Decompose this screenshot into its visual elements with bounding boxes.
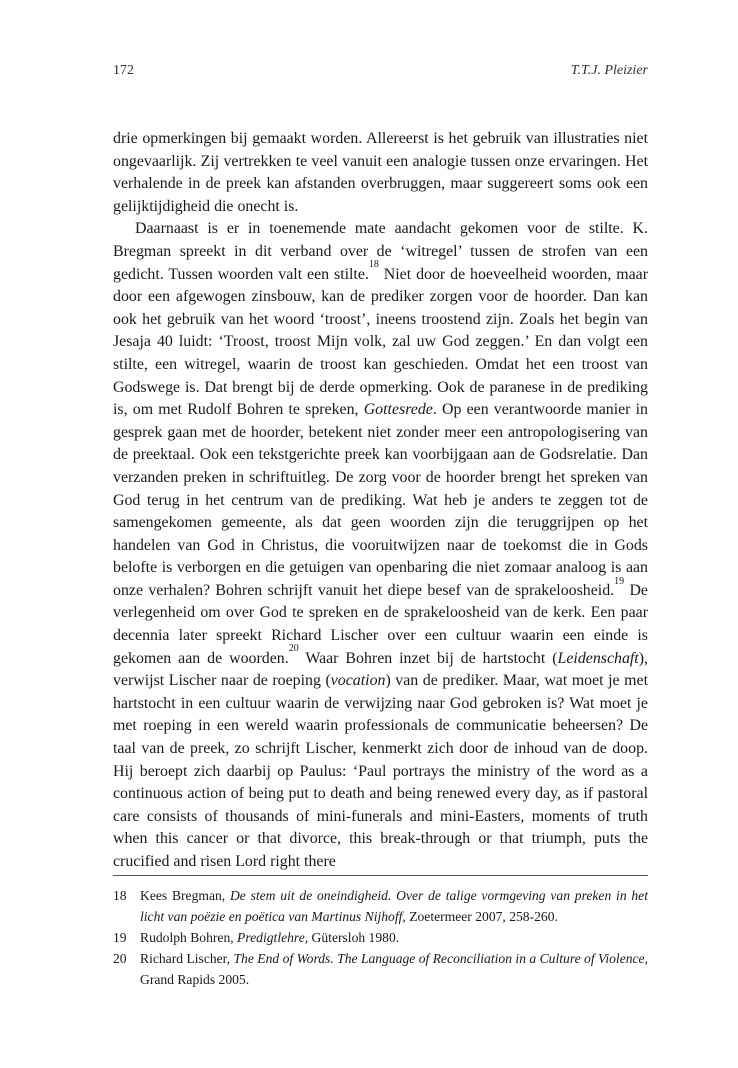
footnote-text xyxy=(140,927,648,948)
footnote-author: Kees Bregman, xyxy=(140,888,230,903)
footnote-title: The End of Words. The Language of Reconciliation in a Culture of Violence xyxy=(233,951,645,966)
text-run: De verlegenheid om over God te spreken en de sprakeloosheid van de kerk. Een paar decennia later spreekt Richard Lischer over een cultuur waarin een einde is gekomen aan de woorden. xyxy=(113,581,648,667)
footnote-author: Richard Lischer, xyxy=(140,951,234,966)
footnote-title: De stem uit de oneindigheid. Over de talige vormgeving van preken in het licht van poëzie en poëtica van Martinus Nijhoff xyxy=(140,888,648,924)
footnote-number: 19 xyxy=(113,930,127,945)
footnote-divider xyxy=(113,875,648,876)
running-head: T.T.J. Pleizier xyxy=(570,63,648,78)
text-run: Waar Bohren inzet bij de hartstocht ( xyxy=(298,649,558,667)
text-run: Daarnaast is er in toenemende mate aandacht gekomen voor de stilte. K. Bregman spreekt in dit verband over de ‘witregel’ tussen de strofen van een gedicht. Tussen woorden valt een stilte. xyxy=(113,220,648,283)
text-run: . Op een verantwoorde manier in gesprek gaan met de hoorder, betekent niet zonder meer een antropologisering van de preektaal. Ook een tekstgerichte preek kan voorbijgaan aan de Godsrelatie. Dan verzanden preken in schriftuitleg. De zorg voor de hoorder brengt het spreken van God terug in het centrum van de prediking. Wat heb je anders te zeggen tot de samengekomen gemeente, als dat geen woorden zijn die teruggrijpen op het handelen van God in Christus, die vooruitwijzen naar de toekomst die in Gods belofte is verborgen en die getuigen van openbaring die niet zomaar analoog is aan onze verhalen? Bohren schrijft vanuit het diepe besef van de sprakeloosheid. xyxy=(113,401,648,599)
footnote-text xyxy=(140,885,648,927)
body-text xyxy=(113,128,648,874)
text-run: ) van de prediker. Maar, wat moet je met hartstocht in een cultuur waarin de verwijzing naar God gebroken is? Wat moet je met roeping in een wereld waarin professionals de communicatie beheersen? De taal van de preek, zo schrijft Lischer, kenmerkt zich door de inhoud van de doop. Hij beroept zich daarbij op Paulus: ‘Paul portrays the ministry of the word as a continuous action of being put to death and being renewed every day, as if pastoral care consists of thousands of mini-funerals and mini-Easters, moments of truth when this cancer or that divorce, this break-through or that triumph, puts the crucified and risen Lord right there xyxy=(113,672,648,870)
footnote-20 xyxy=(113,948,648,990)
footnote-18 xyxy=(113,885,648,927)
italic-term: Leidenschaft xyxy=(557,649,639,667)
footnote-publication: , Grand Rapids 2005. xyxy=(140,951,648,987)
paragraph-2 xyxy=(113,218,648,873)
text-run: Niet door de hoeveelheid woorden, maar door een afgewogen zinsbouw, kan de prediker zorgen voor de hoorder. Dan kan ook het gebruik van het woord ‘troost’, ineens troostend zijn. Zoals het begin van Jesaja 40 luidt: ‘Troost, troost Mijn volk, zal uw God zeggen.’ En dan volgt een stilte, een witregel, waarin de troost kan geschieden. Omdat het een troost van Godswege is. Dat brengt bij de derde opmerking. Ook de paranese in de prediking is, om met Rudolf Bohren te spreken, xyxy=(113,265,648,419)
footnotes xyxy=(113,885,648,990)
page-number: 172 xyxy=(113,63,134,78)
footnote-ref-18[interactable]: 18 xyxy=(368,259,379,271)
footnote-ref-20[interactable]: 20 xyxy=(288,643,299,655)
italic-term: Gottesrede xyxy=(363,401,433,419)
paragraph-1: drie opmerkingen bij gemaakt worden. Allereerst is het gebruik van illustraties niet ongevaarlijk. Zij vertrekken te veel vanuit een analogie tussen onze ervaringen. Het verhalende in de preek kan afstanden overbruggen, maar suggereert soms ook een gelijktijdigheid die onecht is. xyxy=(113,130,648,215)
footnote-title: Predigtlehre xyxy=(237,930,305,945)
footnote-publication: , Gütersloh 1980. xyxy=(304,930,400,945)
text-run: ), verwijst Lischer naar de roeping ( xyxy=(113,649,648,690)
footnote-number: 20 xyxy=(113,951,127,966)
footnote-publication: , Zoetermeer 2007, 258-260. xyxy=(402,909,558,924)
footnote-author: Rudolph Bohren, xyxy=(140,930,238,945)
footnote-number: 18 xyxy=(113,888,127,903)
footnote-text xyxy=(140,948,648,990)
footnote-19 xyxy=(113,927,648,948)
footnote-ref-19[interactable]: 19 xyxy=(614,575,625,587)
italic-term: vocation xyxy=(330,672,386,690)
